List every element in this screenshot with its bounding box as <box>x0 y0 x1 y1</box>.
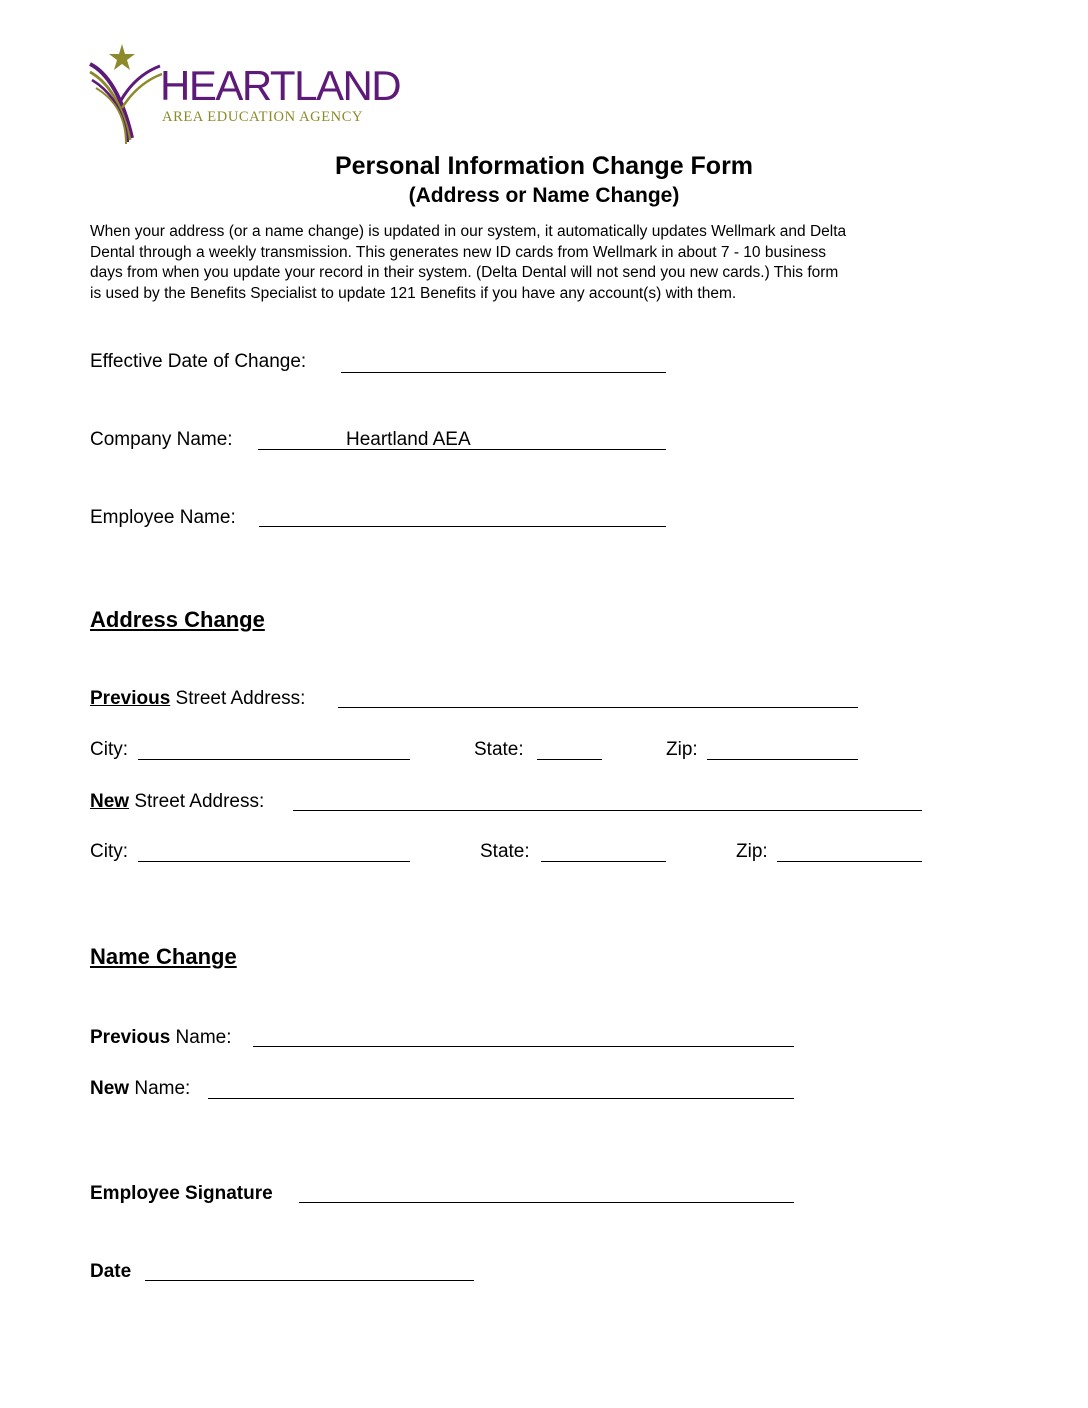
previous-zip-field[interactable] <box>707 759 858 760</box>
previous-state-field[interactable] <box>537 759 602 760</box>
previous-street-label <box>90 687 305 711</box>
previous-city-label: City: <box>90 739 128 760</box>
date-label: Date <box>90 1261 132 1282</box>
previous-name-field[interactable] <box>253 1046 794 1047</box>
previous-zip-label: Zip: <box>666 739 698 760</box>
previous-street-text: Street Address: <box>170 688 306 709</box>
previous-name-label <box>90 1026 232 1050</box>
company-name-value: Heartland AEA <box>346 429 471 450</box>
new-zip-label: Zip: <box>736 841 768 862</box>
intro-line: is used by the Benefits Specialist to update 121 Benefits if you have any account(s) with them. <box>90 285 737 302</box>
new-emphasis: New <box>90 791 130 812</box>
intro-line: Dental through a weekly transmission. This generates new ID cards from Wellmark in about 7 - 10 business <box>90 244 827 261</box>
previous-street-field[interactable] <box>338 707 858 708</box>
new-city-field[interactable] <box>138 861 410 862</box>
heartland-logo <box>86 42 406 146</box>
previous-city-field[interactable] <box>138 759 410 760</box>
company-name-label: Company Name: <box>90 429 233 450</box>
new-state-field[interactable] <box>541 861 666 862</box>
form-subtitle: (Address or Name Change) <box>408 184 680 207</box>
employee-name-field[interactable] <box>259 526 666 527</box>
previous-name-emphasis: Previous <box>90 1027 171 1048</box>
intro-line: When your address (or a name change) is updated in our system, it automatically updates Wellmark and Delta <box>90 223 847 240</box>
effective-date-label: Effective Date of Change: <box>90 351 307 372</box>
logo-subtitle: AREA EDUCATION AGENCY <box>162 109 364 125</box>
employee-signature-label: Employee Signature <box>90 1183 273 1204</box>
new-name-text: Name: <box>129 1078 191 1099</box>
address-change-heading: Address Change <box>90 607 265 632</box>
employee-signature-field[interactable] <box>299 1202 794 1203</box>
new-street-text: Street Address: <box>129 791 265 812</box>
new-zip-field[interactable] <box>777 861 922 862</box>
new-city-label: City: <box>90 841 128 862</box>
previous-emphasis: Previous <box>90 688 171 709</box>
new-street-field[interactable] <box>293 810 922 811</box>
employee-name-label: Employee Name: <box>90 507 236 528</box>
new-name-emphasis: New <box>90 1078 130 1099</box>
effective-date-field[interactable] <box>341 372 666 373</box>
previous-state-label: State: <box>474 739 524 760</box>
new-state-label: State: <box>480 841 530 862</box>
date-field[interactable] <box>145 1280 474 1281</box>
intro-line: days from when you update your record in their system. (Delta Dental will not send you new cards.) This form <box>90 264 839 281</box>
previous-name-text: Name: <box>170 1027 232 1048</box>
new-street-label <box>90 790 264 814</box>
name-change-heading: Name Change <box>90 944 237 969</box>
logo-wordmark: HEARTLAND <box>160 62 401 109</box>
company-name-field[interactable] <box>258 449 666 450</box>
form-title: Personal Information Change Form <box>334 152 754 180</box>
new-name-field[interactable] <box>208 1098 794 1099</box>
new-name-label <box>90 1077 190 1101</box>
